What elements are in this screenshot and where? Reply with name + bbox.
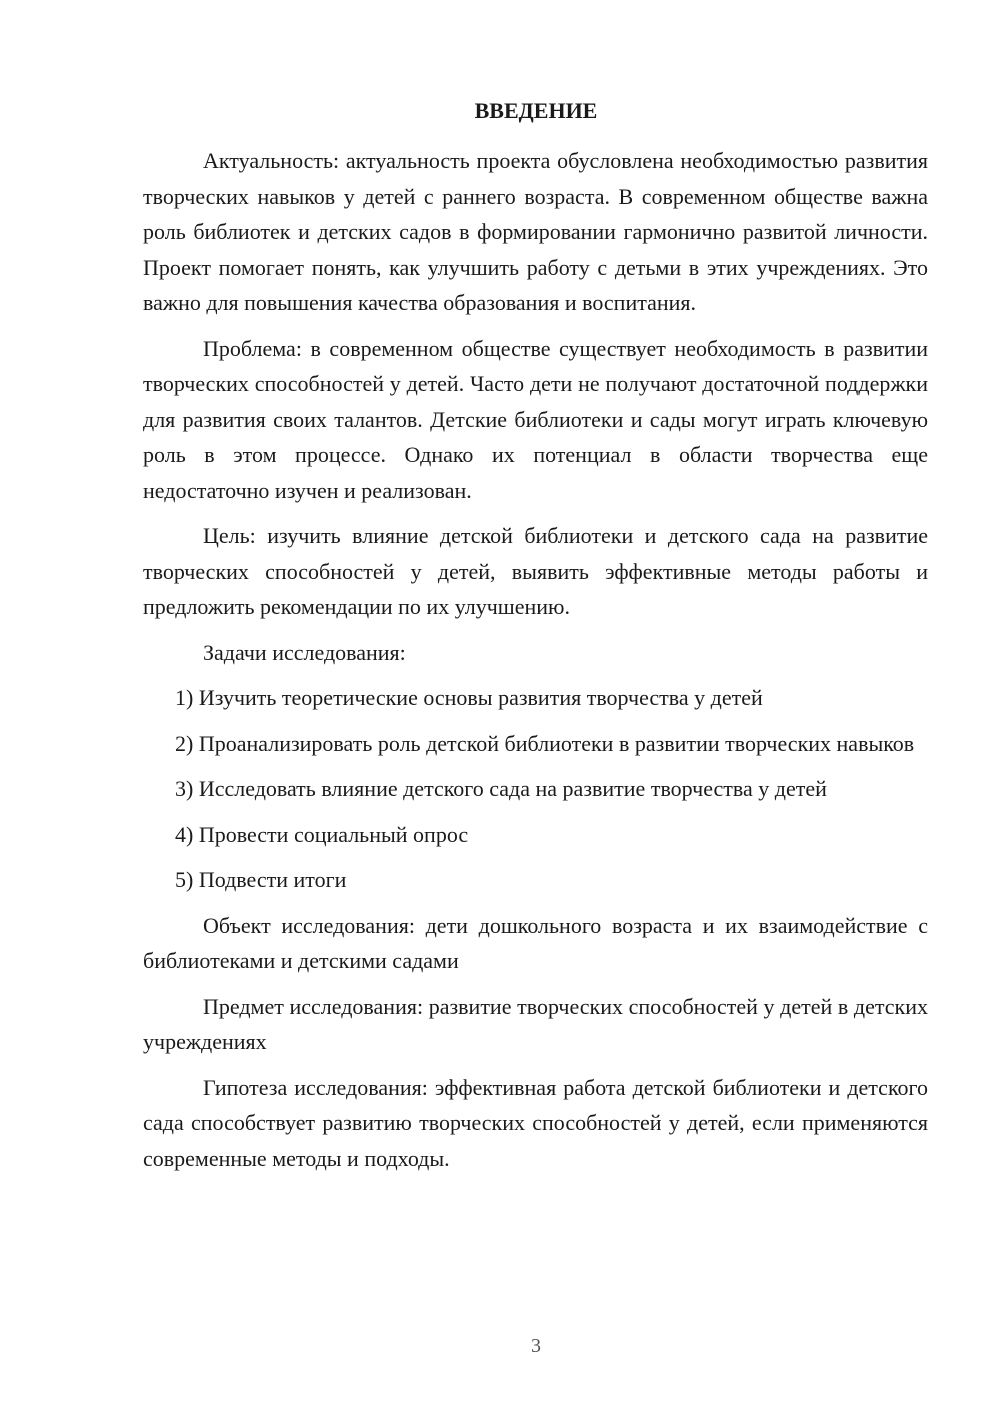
task-item-3: 3) Исследовать влияние детского сада на развитие творчества у детей: [175, 776, 827, 801]
section-title: ВВЕДЕНИЕ: [474, 98, 598, 123]
section-body: [143, 143, 928, 1186]
task-item-2: 2) Проанализировать роль детской библиотеки в развитии творческих навыков: [175, 730, 915, 756]
task-item-4: 4) Провести социальный опрос: [175, 821, 469, 847]
paragraph-object: Объект исследования: дети дошкольного возраста и их взаимодействие с библиотеками и детскими садами: [143, 912, 928, 973]
task-item-5: 5) Подвести итоги: [175, 867, 347, 892]
paragraph-problem: Проблема: в современном обществе существует необходимость в развитии творческих способностей у детей. Часто дети не получают достаточной поддержки для развития своих талантов. Детские библиотеки и сады могут играть ключевую роль в этом процессе. Однако их потенциал в области творчества еще недостаточно изучен и реализован.: [143, 335, 928, 503]
page-number: 3: [531, 1335, 541, 1357]
tasks-heading: Задачи исследования:: [203, 639, 406, 665]
paragraph-subject: Предмет исследования: развитие творческих способностей у детей в детских учреждениях: [143, 993, 928, 1054]
paragraph-relevance: Актуальность: актуальность проекта обусловлена необходимостью развития творческих навыков у детей с раннего возраста. В современном обществе важна роль библиотек и детских садов в формировании гармонично развитой личности. Проект помогает понять, как улучшить работу с детьми в этих учреждениях. Это важно для повышения качества образования и воспитания.: [143, 148, 928, 315]
paragraph-goal: Цель: изучить влияние детской библиотеки и детского сада на развитие творческих способностей у детей, выявить эффективные методы работы и предложить рекомендации по их улучшению.: [143, 523, 928, 619]
paragraph-hypothesis: Гипотеза исследования: эффективная работа детской библиотеки и детского сада способствует развитию творческих способностей у детей, если применяются современные методы и подходы.: [143, 1074, 928, 1171]
task-item-1: 1) Изучить теоретические основы развития творчества у детей: [175, 685, 763, 710]
